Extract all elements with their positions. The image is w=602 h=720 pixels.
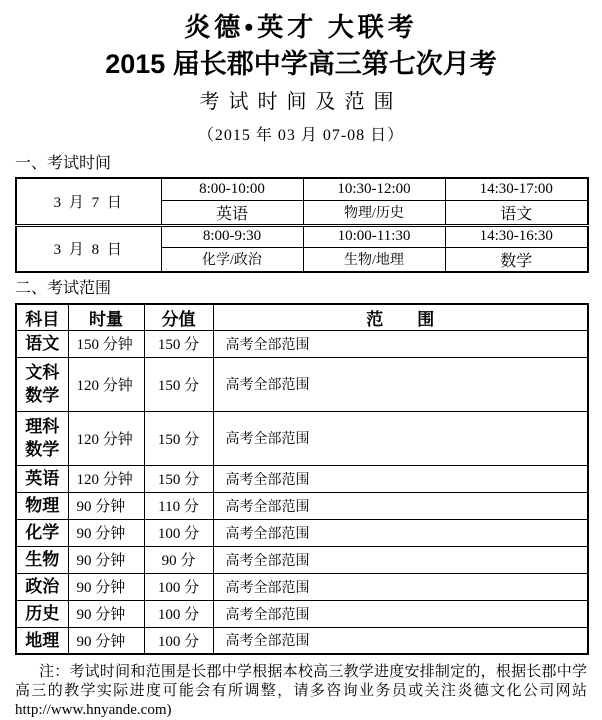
scope-row (16, 627, 588, 654)
score-cell: 150 分 (144, 357, 213, 411)
page-title: 2015 届长郡中学高三第七次月考 (105, 49, 497, 79)
duration-cell: 90 分钟 (68, 546, 144, 573)
col-header-range: 范 围 (213, 304, 588, 331)
scope-row (16, 330, 588, 357)
range-cell: 高考全部范围 (213, 546, 588, 573)
subject-slot: 化学/政治 (161, 247, 303, 272)
section-exam-scope-heading: 二、考试范围 (15, 279, 112, 297)
exam-scope-table (15, 303, 589, 656)
scope-row (16, 573, 588, 600)
score-cell: 100 分 (144, 573, 213, 600)
subject-cell: 地理 (16, 627, 68, 654)
footnote-url: http://www.hnyande.com) (15, 702, 172, 718)
range-cell: 高考全部范围 (213, 519, 588, 546)
score-cell: 90 分 (144, 546, 213, 573)
brand-line: 炎德•英才 大联考 (184, 13, 418, 42)
range-cell: 高考全部范围 (213, 600, 588, 627)
range-cell: 高考全部范围 (213, 492, 588, 519)
subject-slot: 英语 (161, 200, 303, 225)
time-slot: 14:30-16:30 (445, 225, 588, 247)
col-header-subject: 科目 (16, 304, 68, 331)
duration-cell: 90 分钟 (68, 600, 144, 627)
date-cell-day1: 3 月 7 日 (16, 178, 161, 225)
exam-schedule-table (15, 177, 589, 273)
subject-cell: 化学 (16, 519, 68, 546)
footnote (15, 662, 587, 720)
range-cell: 高考全部范围 (213, 357, 588, 411)
time-slot: 8:00-10:00 (161, 178, 303, 200)
subject-cell: 历史 (16, 600, 68, 627)
scope-row (16, 519, 588, 546)
score-cell: 100 分 (144, 600, 213, 627)
duration-cell: 120 分钟 (68, 465, 144, 492)
score-cell: 100 分 (144, 519, 213, 546)
time-slot: 10:00-11:30 (303, 225, 445, 247)
time-slot: 14:30-17:00 (445, 178, 588, 200)
scope-row (16, 465, 588, 492)
range-cell: 高考全部范围 (213, 411, 588, 465)
col-header-duration: 时量 (68, 304, 144, 331)
subject-slot: 数学 (445, 247, 588, 272)
scope-row (16, 411, 588, 465)
subject-slot: 语文 (445, 200, 588, 225)
duration-cell: 120 分钟 (68, 411, 144, 465)
subject-cell: 文科数学 (16, 357, 68, 411)
score-cell: 110 分 (144, 492, 213, 519)
time-slot: 10:30-12:00 (303, 178, 445, 200)
score-cell: 150 分 (144, 411, 213, 465)
duration-cell: 90 分钟 (68, 627, 144, 654)
subject-slot: 物理/历史 (303, 200, 445, 225)
range-cell: 高考全部范围 (213, 330, 588, 357)
subject-cell: 生物 (16, 546, 68, 573)
range-cell: 高考全部范围 (213, 573, 588, 600)
col-header-score: 分值 (144, 304, 213, 331)
subject-cell: 理科数学 (16, 411, 68, 465)
score-cell: 150 分 (144, 330, 213, 357)
document-header (15, 12, 587, 148)
scope-row (16, 357, 588, 411)
time-slot: 8:00-9:30 (161, 225, 303, 247)
duration-cell: 90 分钟 (68, 573, 144, 600)
scope-row (16, 600, 588, 627)
score-cell: 100 分 (144, 627, 213, 654)
subject-cell: 语文 (16, 330, 68, 357)
footnote-text: 注：考试时间和范围是长郡中学根据本校高三教学进度安排制定的，根据长郡中学高三的教学实际进度可能会有所调整，请多咨询业务员或关注炎德文化公司网站 (15, 663, 587, 699)
scope-header-row (16, 304, 588, 331)
section-exam-time-heading: 一、考试时间 (15, 155, 112, 172)
subject-cell: 物理 (16, 492, 68, 519)
duration-cell: 120 分钟 (68, 357, 144, 411)
day1-time-row (16, 178, 588, 200)
scope-row (16, 492, 588, 519)
score-cell: 150 分 (144, 465, 213, 492)
subject-slot: 生物/地理 (303, 247, 445, 272)
day2-time-row (16, 225, 588, 247)
subject-cell: 英语 (16, 465, 68, 492)
duration-cell: 90 分钟 (68, 492, 144, 519)
duration-cell: 90 分钟 (68, 519, 144, 546)
duration-cell: 150 分钟 (68, 330, 144, 357)
range-cell: 高考全部范围 (213, 627, 588, 654)
range-cell: 高考全部范围 (213, 465, 588, 492)
date-cell-day2: 3 月 8 日 (16, 225, 161, 272)
subject-cell: 政治 (16, 573, 68, 600)
page-subtitle: 考试时间及范围 (199, 91, 403, 113)
scope-row (16, 546, 588, 573)
exam-date-range: （2015 年 03 月 07-08 日） (197, 127, 405, 144)
